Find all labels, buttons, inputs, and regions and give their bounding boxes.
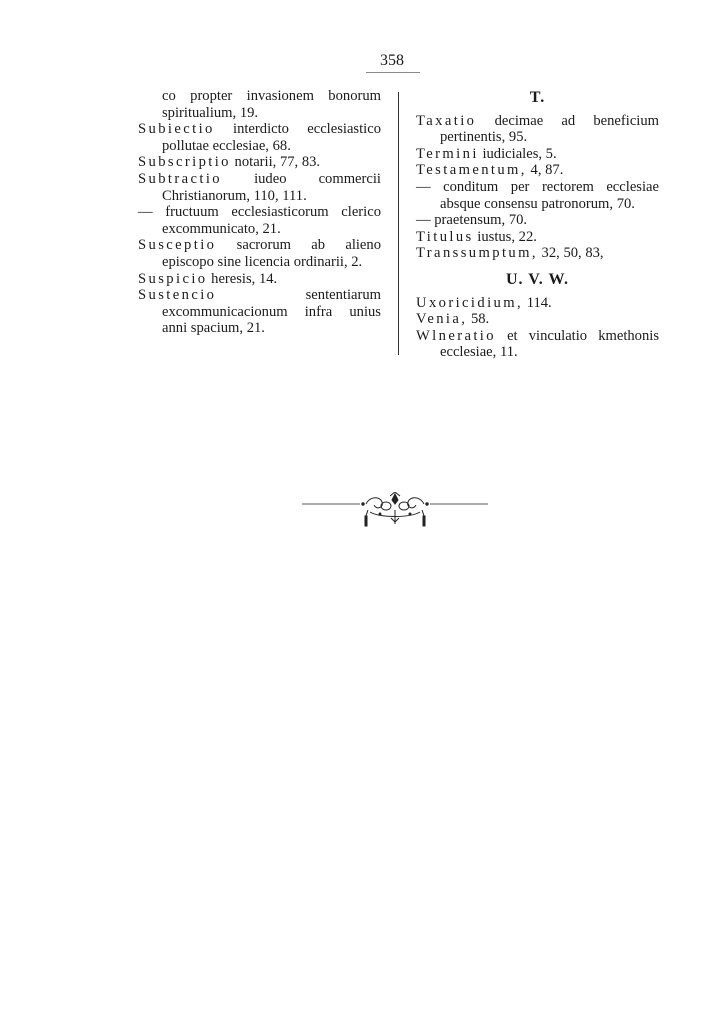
index-entry [138,171,381,204]
entry-headword: Uxoricidium, [416,294,524,311]
left-column [138,88,381,337]
index-entry [138,271,381,288]
entry-headword: Wlneratio [416,327,496,344]
index-entry [416,229,659,246]
index-entry [138,88,381,121]
entry-dash: — [416,178,431,195]
entry-headword: Suspicio [138,270,208,287]
entry-text: iudeo commercii Christianorum, 110, 111. [162,170,381,204]
entry-text: fructuum ecclesiasticorum clerico excommunicato, 21. [162,204,381,237]
entry-text: conditum per rectorem ecclesiae absque consensu patronorum, 70. [440,178,659,212]
index-subentry [138,204,381,237]
entry-text: sententiarum excommunicacionum infra unius anni spacium, 21. [162,287,381,337]
section-heading-uvw: U. V. W. [506,270,569,288]
index-entry [416,245,659,262]
entry-headword: Taxatio [416,112,477,129]
entry-headword: Subiectio [138,121,215,138]
entry-text: 32, 50, 83, [541,245,604,262]
entry-text: interdicto ecclesiastico pollutae ecclesiae, 68. [162,121,381,154]
index-entry [416,295,659,312]
entry-text: decimae ad beneficium pertinentis, 95. [440,112,659,146]
entry-text: et vinculatio kmethonis ecclesiae, 11. [440,327,659,361]
entry-text: praetensum, 70. [434,212,528,229]
index-entry [416,113,659,146]
entry-text: iudiciales, 5. [482,145,557,162]
entry-headword: Subscriptio [138,154,231,171]
index-subentry [416,179,659,212]
entry-headword: Transsumptum, [416,245,538,262]
ornament-tailpiece [300,492,490,528]
column-divider [398,92,399,355]
entry-text: 58. [470,311,490,328]
index-entry [416,162,659,179]
entry-headword: Termini [416,145,479,162]
entry-headword: Venia, [416,311,468,328]
entry-text: 4, 87. [530,162,564,179]
entry-dash: — [416,212,431,229]
entry-text: notarii, 77, 83. [234,154,321,171]
entry-headword: Subtractio [138,170,222,187]
entry-text: sacrorum ab alieno episcopo sine licencia ordinarii, 2. [162,237,382,270]
index-entry [416,146,659,163]
page-number-rule [366,72,420,73]
section-heading-t: T. [529,89,546,106]
entry-text: heresis, 14. [211,270,278,287]
entry-headword: Susceptio [138,237,217,254]
page-number: 358 [380,52,404,69]
entry-dash: — [138,204,153,221]
entry-text: co propter invasionem bonorum spiritualium, 19. [162,88,381,121]
index-entry [416,328,659,361]
right-column [416,88,659,361]
index-entry [138,237,381,270]
index-entry [138,287,381,337]
index-entry [138,121,381,154]
entry-headword: Sustencio [138,287,217,304]
index-entry [416,311,659,328]
entry-text: iustus, 22. [477,228,537,245]
index-subentry [416,212,659,229]
index-entry [138,154,381,171]
entry-headword: Testamentum, [416,162,527,179]
entry-text: 114. [526,294,552,311]
entry-headword: Titulus [416,228,474,245]
